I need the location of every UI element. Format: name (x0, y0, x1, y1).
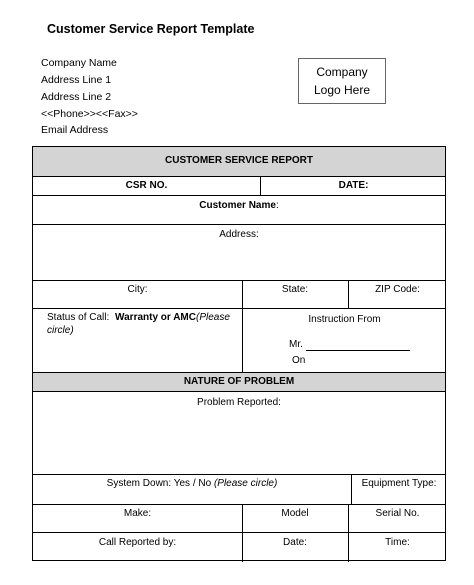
status-options: Warranty or AMC (115, 312, 196, 323)
date-label: DATE: (338, 180, 369, 191)
mr-label: Mr. (289, 339, 303, 350)
address-line-2: Address Line 2 (41, 91, 112, 103)
report-header: CUSTOMER SERVICE REPORT (165, 155, 313, 166)
zip-label: ZIP Code: (375, 284, 420, 295)
call-reported-by-label: Call Reported by: (98, 537, 177, 548)
csr-no-label: CSR NO. (125, 180, 168, 191)
phone-fax: <<Phone>><<Fax>> (41, 108, 138, 120)
system-down-label: System Down: Yes / No (106, 478, 214, 489)
customer-name-field[interactable] (33, 199, 445, 212)
status-of-call[interactable] (47, 311, 237, 337)
customer-service-report-form (32, 146, 446, 561)
model-label: Model (281, 508, 309, 519)
instruction-from-label: Instruction From (308, 314, 381, 325)
logo-line-1: Company (316, 65, 368, 79)
mr-field[interactable] (289, 338, 410, 351)
system-down-hint: (Please circle) (213, 478, 278, 489)
nature-header: NATURE OF PROBLEM (183, 376, 295, 387)
customer-name-colon: : (275, 200, 279, 211)
company-name: Company Name (41, 57, 117, 69)
status-hint: (Please circle) (47, 312, 230, 336)
time-label: Time: (385, 537, 410, 548)
city-label: City: (127, 284, 148, 295)
equipment-type-label: Equipment Type: (361, 478, 437, 489)
customer-name-label: Customer Name (199, 200, 276, 211)
company-logo-placeholder (298, 58, 386, 104)
mr-line (306, 341, 410, 351)
problem-reported-label: Problem Reported: (197, 397, 281, 408)
system-down-field[interactable] (33, 477, 351, 490)
address-line-1: Address Line 1 (41, 74, 112, 86)
status-label: Status of Call: (47, 312, 110, 323)
serial-label: Serial No. (375, 508, 420, 519)
date-field-label: Date: (283, 537, 307, 548)
on-label: On (292, 355, 306, 366)
state-label: State: (281, 284, 309, 295)
logo-line-2: Logo Here (313, 83, 371, 97)
address-label: Address: (219, 229, 259, 240)
document-title: Customer Service Report Template (47, 22, 255, 36)
email-address: Email Address (41, 124, 109, 134)
make-label: Make: (123, 508, 152, 519)
